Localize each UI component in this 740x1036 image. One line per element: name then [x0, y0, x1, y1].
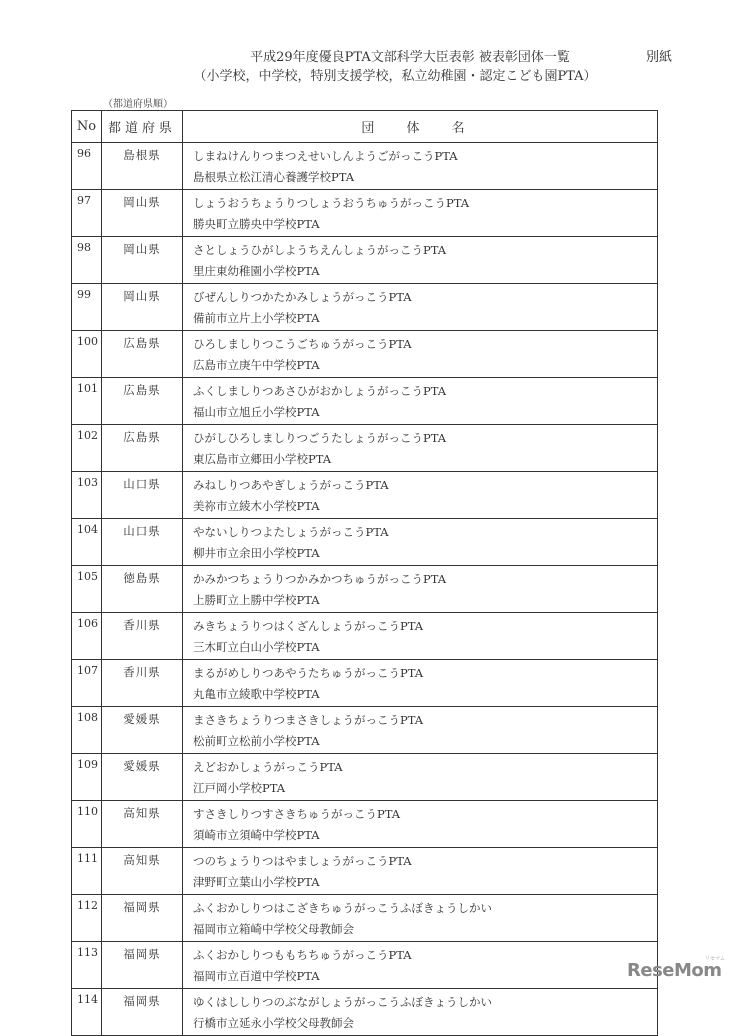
- table-row: [72, 801, 658, 848]
- row-prefecture: 福岡県: [102, 942, 183, 989]
- organization-name: 東広島市立郷田小学校PTA: [193, 452, 332, 466]
- organization-name: 須崎市立須崎中学校PTA: [193, 828, 320, 842]
- attachment-label: 別紙: [646, 50, 673, 65]
- awardee-table: [71, 110, 658, 1036]
- row-no: 106: [72, 613, 102, 660]
- row-prefecture: 島根県: [102, 143, 183, 190]
- row-prefecture: 山口県: [102, 519, 183, 566]
- table-row: [72, 519, 658, 566]
- row-prefecture: 岡山県: [102, 284, 183, 331]
- table-row: [72, 378, 658, 425]
- document-subtitle: （小学校，中学校，特別支援学校，私立幼稚園・認定こども園PTA）: [193, 69, 597, 84]
- table-row: [72, 190, 658, 237]
- organization-reading: みねしりつあやぎしょうがっこうPTA: [193, 478, 389, 492]
- row-organization: [183, 989, 658, 1036]
- organization-reading: かみかつちょうりつかみかつちゅうがっこうPTA: [193, 572, 447, 586]
- organization-name: 江戸岡小学校PTA: [193, 781, 286, 795]
- row-organization: [183, 754, 658, 801]
- organization-reading: すさきしりつすさきちゅうがっこうPTA: [193, 807, 401, 821]
- table-row: [72, 895, 658, 942]
- table-row: [72, 754, 658, 801]
- organization-reading: ふくおかしりつももちちゅうがっこうPTA: [193, 948, 412, 962]
- order-note: （都道府県順）: [103, 99, 173, 110]
- organization-name: 丸亀市立綾歌中学校PTA: [193, 687, 320, 701]
- row-organization: [183, 378, 658, 425]
- row-no: 102: [72, 425, 102, 472]
- table-row: [72, 707, 658, 754]
- row-organization: [183, 942, 658, 989]
- table-row: [72, 425, 658, 472]
- organization-name: 三木町立白山小学校PTA: [193, 640, 320, 654]
- row-no: 100: [72, 331, 102, 378]
- organization-name: 行橋市立延永小学校父母教師会: [193, 1016, 354, 1030]
- organization-name: 里庄東幼稚園小学校PTA: [193, 264, 320, 278]
- organization-name: 福山市立旭丘小学校PTA: [193, 405, 320, 419]
- row-no: 112: [72, 895, 102, 942]
- row-prefecture: 愛媛県: [102, 754, 183, 801]
- row-prefecture: 広島県: [102, 378, 183, 425]
- row-organization: [183, 848, 658, 895]
- table-row: [72, 331, 658, 378]
- row-no: 96: [72, 143, 102, 190]
- row-no: 111: [72, 848, 102, 895]
- table-row: [72, 143, 658, 190]
- resemom-logo: ReseMom: [627, 960, 722, 981]
- row-prefecture: 香川県: [102, 660, 183, 707]
- row-organization: [183, 237, 658, 284]
- row-prefecture: 岡山県: [102, 237, 183, 284]
- organization-name: 柳井市立余田小学校PTA: [193, 546, 320, 560]
- row-organization: [183, 519, 658, 566]
- organization-name: 松前町立松前小学校PTA: [193, 734, 320, 748]
- organization-reading: ふくしましりつあさひがおかしょうがっこうPTA: [193, 384, 447, 398]
- row-organization: [183, 801, 658, 848]
- row-prefecture: 愛媛県: [102, 707, 183, 754]
- table-row: [72, 237, 658, 284]
- row-prefecture: 広島県: [102, 331, 183, 378]
- row-prefecture: 香川県: [102, 613, 183, 660]
- row-organization: [183, 425, 658, 472]
- table-row: [72, 566, 658, 613]
- row-organization: [183, 707, 658, 754]
- row-no: 113: [72, 942, 102, 989]
- row-prefecture: 福岡県: [102, 895, 183, 942]
- row-no: 110: [72, 801, 102, 848]
- table-row: [72, 284, 658, 331]
- row-prefecture: 山口県: [102, 472, 183, 519]
- header-no: No: [72, 111, 102, 143]
- organization-name: 島根県立松江清心養護学校PTA: [193, 170, 355, 184]
- row-organization: [183, 566, 658, 613]
- organization-reading: やないしりつよたしょうがっこうPTA: [193, 525, 389, 539]
- organization-name: 津野町立葉山小学校PTA: [193, 875, 320, 889]
- table-header-row: [72, 111, 658, 143]
- table-row: [72, 848, 658, 895]
- row-prefecture: 福岡県: [102, 989, 183, 1036]
- organization-reading: えどおかしょうがっこうPTA: [193, 760, 343, 774]
- organization-reading: ひろしましりつこうごちゅうがっこうPTA: [193, 337, 412, 351]
- row-organization: [183, 143, 658, 190]
- row-no: 108: [72, 707, 102, 754]
- header-name: 団 体 名: [183, 111, 658, 143]
- header-prefecture: 都道府県: [102, 111, 183, 143]
- document-title: 平成29年度優良PTA文部科学大臣表彰 被表彰団体一覧: [250, 50, 570, 65]
- organization-reading: まさきちょうりつまさきしょうがっこうPTA: [193, 713, 424, 727]
- table-row: [72, 989, 658, 1036]
- row-organization: [183, 660, 658, 707]
- row-no: 99: [72, 284, 102, 331]
- table-row: [72, 660, 658, 707]
- row-organization: [183, 331, 658, 378]
- organization-reading: ふくおかしりつはこざきちゅうがっこうふぼきょうしかい: [193, 901, 492, 915]
- row-organization: [183, 895, 658, 942]
- organization-reading: さとしょうひがしようちえんしょうがっこうPTA: [193, 243, 447, 257]
- row-prefecture: 高知県: [102, 801, 183, 848]
- organization-name: 福岡市立百道中学校PTA: [193, 969, 320, 983]
- row-no: 103: [72, 472, 102, 519]
- organization-reading: ゆくはししりつのぶながしょうがっこうふぼきょうしかい: [193, 995, 492, 1009]
- row-prefecture: 高知県: [102, 848, 183, 895]
- organization-reading: ひがしひろしましりつごうたしょうがっこうPTA: [193, 431, 447, 445]
- organization-name: 福岡市立箱崎中学校父母教師会: [193, 922, 354, 936]
- organization-name: 備前市立片上小学校PTA: [193, 311, 320, 325]
- organization-name: 勝央町立勝央中学校PTA: [193, 217, 320, 231]
- organization-reading: びぜんしりつかたかみしょうがっこうPTA: [193, 290, 412, 304]
- organization-reading: しょうおうちょうりつしょうおうちゅうがっこうPTA: [193, 196, 470, 210]
- table-row: [72, 472, 658, 519]
- table-row: [72, 942, 658, 989]
- row-no: 114: [72, 989, 102, 1036]
- organization-reading: みきちょうりつはくざんしょうがっこうPTA: [193, 619, 424, 633]
- row-prefecture: 岡山県: [102, 190, 183, 237]
- organization-reading: まるがめしりつあやうたちゅうがっこうPTA: [193, 666, 424, 680]
- row-no: 97: [72, 190, 102, 237]
- row-prefecture: 徳島県: [102, 566, 183, 613]
- row-no: 101: [72, 378, 102, 425]
- row-organization: [183, 613, 658, 660]
- organization-name: 広島市立庚午中学校PTA: [193, 358, 320, 372]
- row-organization: [183, 284, 658, 331]
- row-organization: [183, 190, 658, 237]
- row-no: 104: [72, 519, 102, 566]
- organization-reading: しまねけんりつまつえせいしんようごがっこうPTA: [193, 149, 458, 163]
- row-no: 105: [72, 566, 102, 613]
- organization-name: 美祢市立綾木小学校PTA: [193, 499, 320, 513]
- table-row: [72, 613, 658, 660]
- resemom-logo-sub: リセマム: [705, 956, 725, 962]
- organization-name: 上勝町立上勝中学校PTA: [193, 593, 320, 607]
- row-no: 109: [72, 754, 102, 801]
- organization-reading: つのちょうりつはやましょうがっこうPTA: [193, 854, 412, 868]
- row-prefecture: 広島県: [102, 425, 183, 472]
- row-no: 98: [72, 237, 102, 284]
- row-no: 107: [72, 660, 102, 707]
- row-organization: [183, 472, 658, 519]
